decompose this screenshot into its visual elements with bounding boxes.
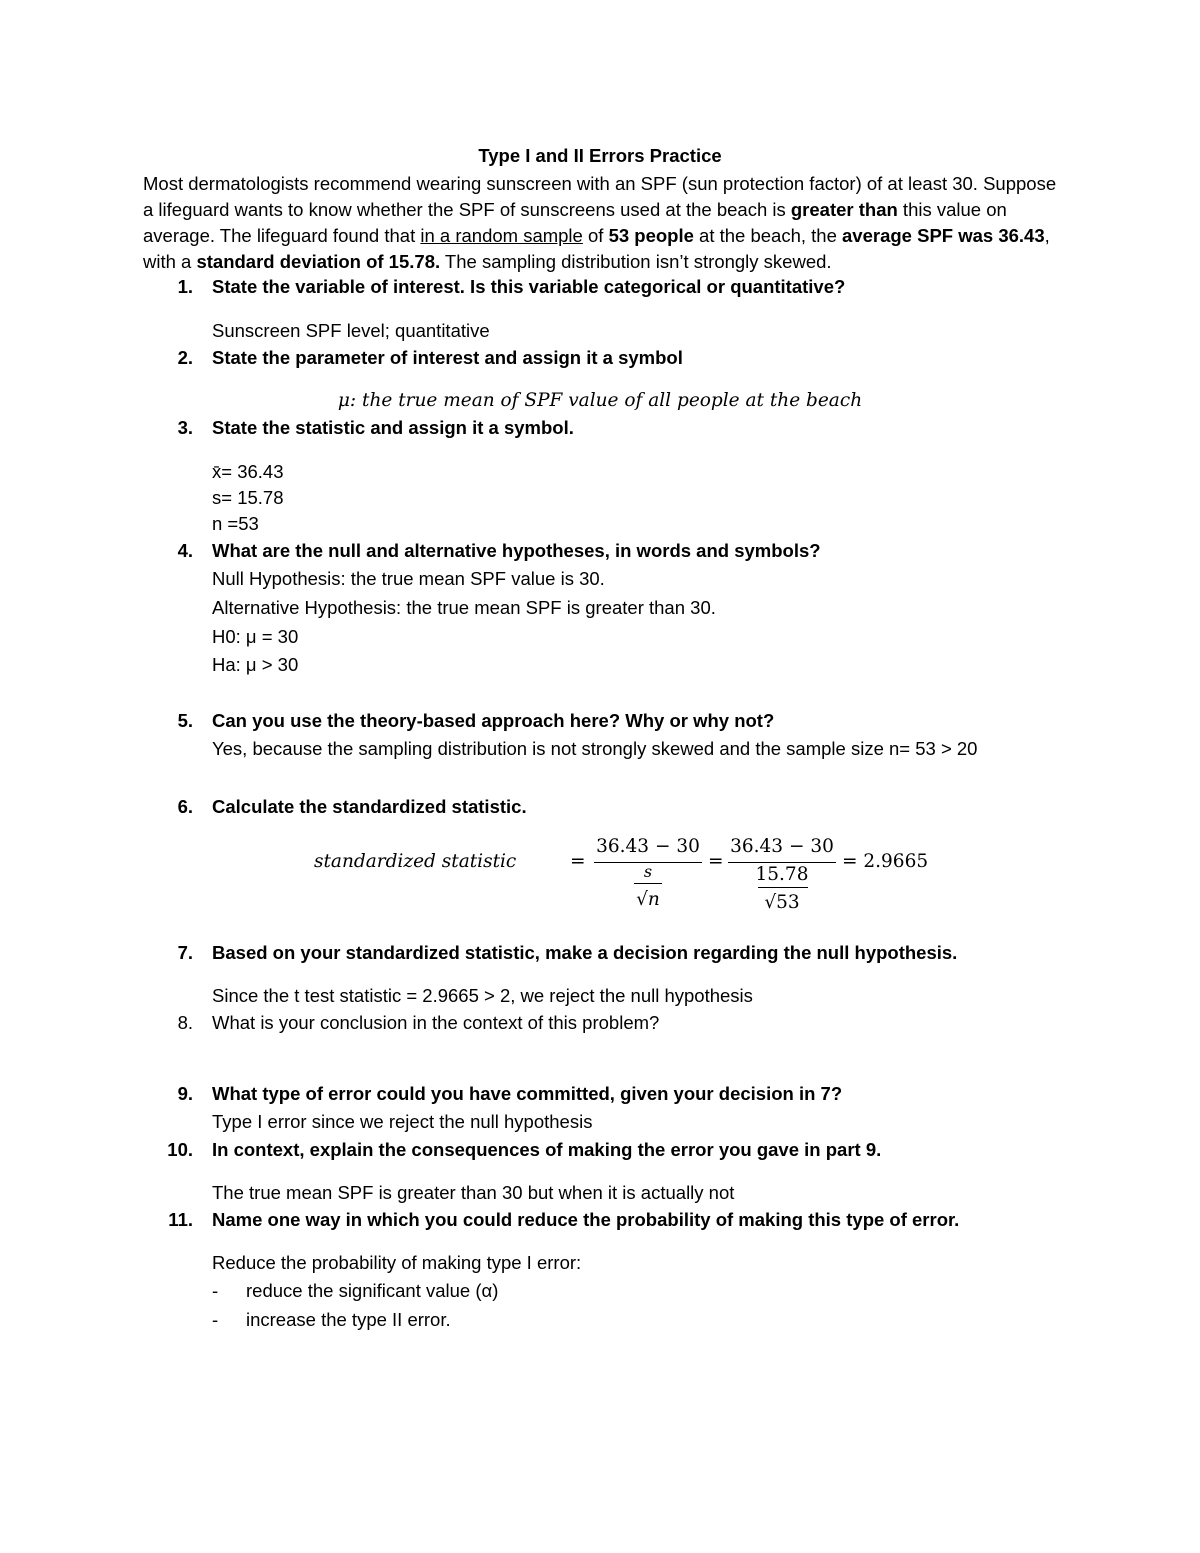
question-text: What type of error could you have committed, given your decision in 7? xyxy=(212,1083,843,1104)
formula-equals: = xyxy=(570,851,586,872)
answer-3-line: s= 15.78 xyxy=(212,487,284,508)
question-number: 2. xyxy=(177,347,193,368)
intro-underline: in a random sample xyxy=(420,225,583,246)
intro-text: , with a xyxy=(143,225,1050,272)
formula-sqrt-53: √53 xyxy=(764,892,800,913)
formula-15-78: 15.78 xyxy=(755,864,809,885)
formula-equals: = xyxy=(708,851,724,872)
question-number: 4. xyxy=(177,540,193,561)
intro-bold: standard deviation of 15.78. xyxy=(196,251,441,272)
answer-10: The true mean SPF is greater than 30 but when it is actually not xyxy=(212,1182,735,1203)
question-number: 9. xyxy=(177,1083,193,1104)
question-text: Can you use the theory-based approach here? Why or why not? xyxy=(212,710,775,731)
question-text: In context, explain the consequences of making the error you gave in part 9. xyxy=(212,1139,882,1160)
question-text: State the variable of interest. Is this variable categorical or quantitative? xyxy=(212,276,846,297)
answer-3-line: x̄= 36.43 xyxy=(212,461,284,482)
question-number: 10. xyxy=(167,1139,193,1160)
intro-text: this value on average. The lifeguard found that xyxy=(143,199,1007,246)
answer-9: Type I error since we reject the null hypothesis xyxy=(212,1111,593,1132)
question-number: 6. xyxy=(177,796,193,817)
bullet-item: reduce the significant value (α) xyxy=(246,1280,499,1301)
intro-paragraph xyxy=(143,171,1063,275)
question-number: 8. xyxy=(177,1012,193,1033)
formula-numerator-2: 36.43 − 30 xyxy=(730,836,834,857)
question-text: Name one way in which you could reduce the probability of making this type of error. xyxy=(212,1209,960,1230)
formula-numerator-1: 36.43 − 30 xyxy=(596,836,700,857)
question-number: 3. xyxy=(177,417,193,438)
question-number: 1. xyxy=(177,276,193,297)
answer-3-line: n =53 xyxy=(212,513,259,534)
intro-bold: greater than xyxy=(790,199,898,220)
intro-text: The sampling distribution isn’t strongly skewed. xyxy=(440,251,832,272)
bullet-item: increase the type II error. xyxy=(246,1309,451,1330)
question-number: 11. xyxy=(168,1209,193,1230)
question-number: 7. xyxy=(177,942,193,963)
answer-7: Since the t test statistic = 2.9665 > 2, we reject the null hypothesis xyxy=(212,985,753,1006)
answer-1: Sunscreen SPF level; quantitative xyxy=(212,320,490,341)
formula-result: = 2.9665 xyxy=(842,851,929,872)
document-title: Type I and II Errors Practice xyxy=(478,145,722,166)
bullet-marker: - xyxy=(212,1280,219,1301)
intro-text: at the beach, the xyxy=(693,225,843,246)
answer-11: Reduce the probability of making type I error: xyxy=(212,1252,582,1273)
question-text: What is your conclusion in the context of this problem? xyxy=(212,1012,660,1033)
intro-text: Most dermatologists recommend wearing sunscreen with an SPF (sun protection factor) of at least 30. Suppose a lifeguard wants to know whether the SPF of sunscreens used at the beach is xyxy=(143,173,1057,220)
intro-bold: average SPF was 36.43 xyxy=(842,225,1045,246)
question-text: Calculate the standardized statistic. xyxy=(212,796,527,817)
formula-s: s xyxy=(643,862,653,881)
answer-4-line: Ha: μ > 30 xyxy=(212,654,299,675)
question-text: What are the null and alternative hypotheses, in words and symbols? xyxy=(212,540,821,561)
answer-5: Yes, because the sampling distribution is not strongly skewed and the sample size n= 53 > 20 xyxy=(212,738,978,759)
fraction-bar xyxy=(634,883,662,884)
answer-4-line: Alternative Hypothesis: the true mean SPF is greater than 30. xyxy=(212,597,716,618)
question-text: State the statistic and assign it a symbol. xyxy=(212,417,574,438)
answer-2: μ: the true mean of SPF value of all people at the beach xyxy=(337,390,863,411)
question-text: State the parameter of interest and assign it a symbol xyxy=(212,347,683,368)
formula-lhs: standardized statistic xyxy=(314,851,517,872)
fraction-bar xyxy=(758,887,808,888)
answer-4-line: Null Hypothesis: the true mean SPF value is 30. xyxy=(212,568,605,589)
question-text: Based on your standardized statistic, make a decision regarding the null hypothesis. xyxy=(212,942,958,963)
formula-sqrt-n: √n xyxy=(636,889,660,910)
answer-4-line: H0: μ = 30 xyxy=(212,626,299,647)
question-number: 5. xyxy=(177,710,193,731)
bullet-marker: - xyxy=(212,1309,219,1330)
intro-text: of xyxy=(582,225,609,246)
intro-bold: 53 people xyxy=(608,225,694,246)
